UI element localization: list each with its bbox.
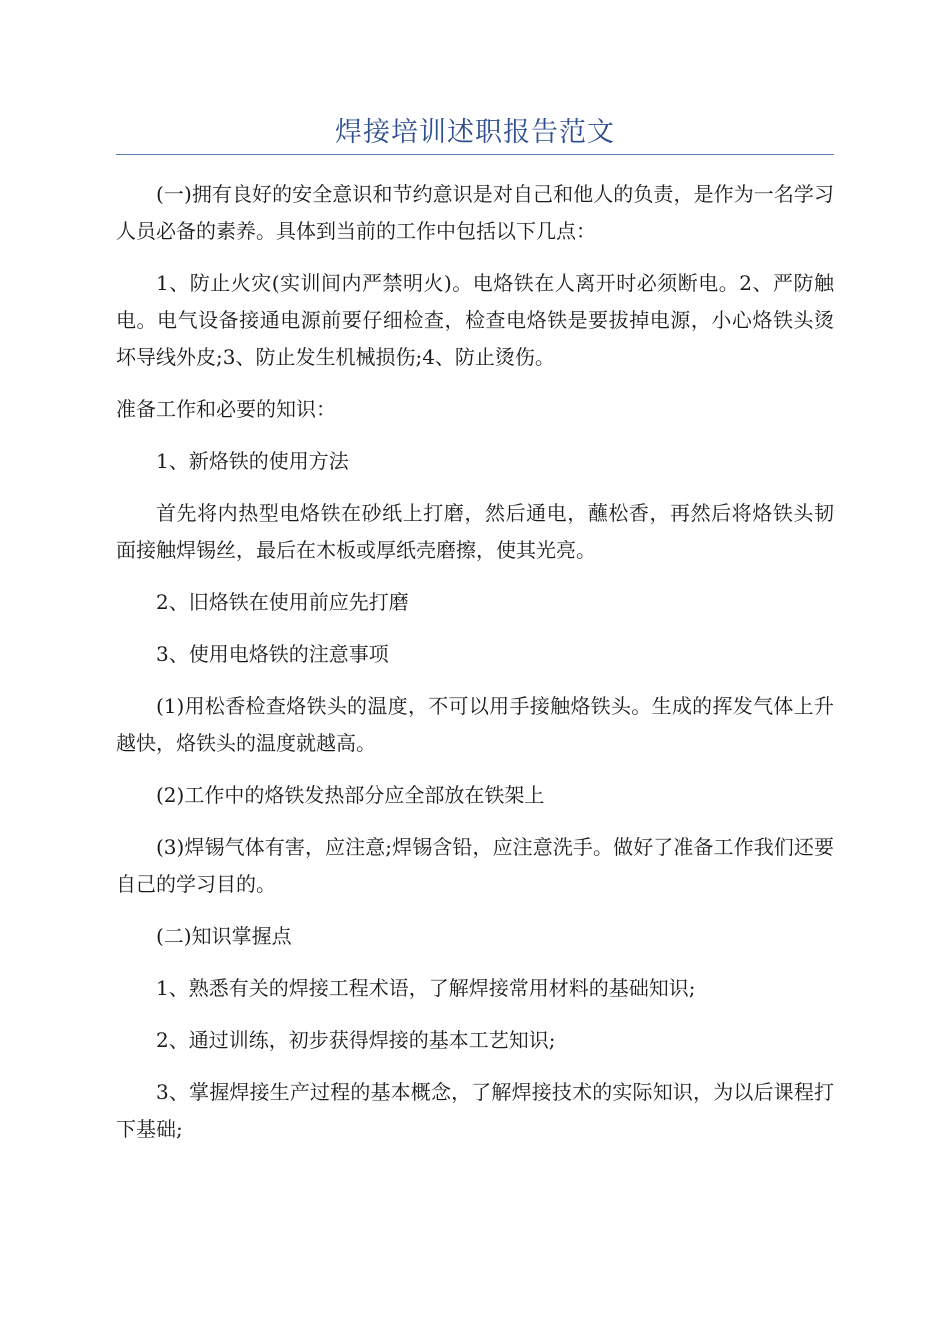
title-underline [116, 154, 834, 155]
paragraph-knowledge-1: 1、熟悉有关的焊接工程术语，了解焊接常用材料的基础知识; [156, 976, 696, 1000]
document-body [116, 176, 834, 1163]
paragraph-new-iron-heading: 1、新烙铁的使用方法 [156, 449, 349, 473]
paragraph-safety-intro: (一)拥有良好的安全意识和节约意识是对自己和他人的负责，是作为一名学习人员必备的素养。具体到当前的工作中包括以下几点： [116, 182, 834, 243]
paragraph-new-iron-method: 首先将内热型电烙铁在砂纸上打磨，然后通电，蘸松香，再然后将烙铁头韧面接触焊锡丝，最后在木板或厚纸壳磨擦，使其光亮。 [116, 501, 834, 562]
paragraph-safety-points: 1、防止火灾(实训间内严禁明火)。电烙铁在人离开时必须断电。2、严防触电。电气设备接通电源前要仔细检查，检查电烙铁是要拔掉电源，小心烙铁头烫坏导线外皮;3、防止发生机械损伤;4、防止烫伤。 [116, 271, 834, 369]
paragraph-precaution-1: (1)用松香检查烙铁头的温度，不可以用手接触烙铁头。生成的挥发气体上升越快，烙铁头的温度就越高。 [116, 694, 834, 755]
paragraph-preparation-heading: 准备工作和必要的知识： [116, 397, 336, 421]
paragraph-knowledge-heading: (二)知识掌握点 [156, 924, 292, 948]
paragraph-precaution-3: (3)焊锡气体有害，应注意;焊锡含铅，应注意洗手。做好了准备工作我们还要自己的学习目的。 [116, 835, 834, 896]
document-title: 焊接培训述职报告范文 [335, 117, 615, 148]
paragraph-knowledge-3: 3、掌握焊接生产过程的基本概念，了解焊接技术的实际知识，为以后课程打下基础; [116, 1080, 834, 1141]
paragraph-precautions-heading: 3、使用电烙铁的注意事项 [156, 642, 389, 666]
paragraph-precaution-2: (2)工作中的烙铁发热部分应全部放在铁架上 [156, 783, 545, 807]
paragraph-old-iron: 2、旧烙铁在使用前应先打磨 [156, 590, 409, 614]
paragraph-knowledge-2: 2、通过训练，初步获得焊接的基本工艺知识; [156, 1028, 556, 1052]
